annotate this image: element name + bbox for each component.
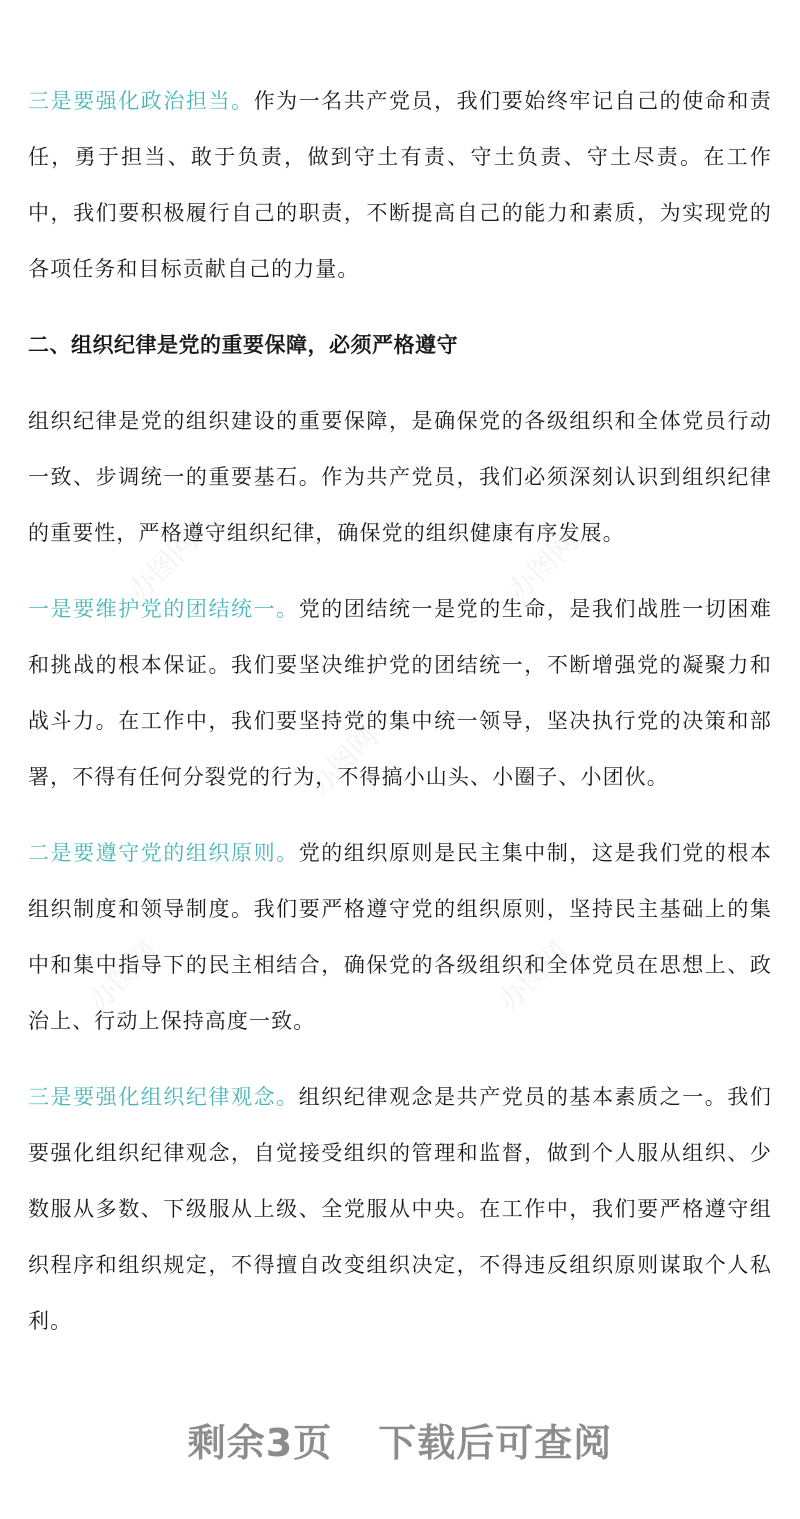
watermark-text: 办图网 bbox=[501, 524, 585, 608]
paragraph-lead: 三是要强化政治担当。 bbox=[28, 89, 254, 113]
paragraph bbox=[28, 581, 772, 805]
watermark-text: 办图网 bbox=[491, 934, 575, 1018]
paragraph-text: 组织纪律是党的组织建设的重要保障，是确保党的各级组织和全体党员行动一致、步调统一的重要基石。作为共产党员，我们必须深刻认识到组织纪律的重要性，严格遵守组织纪律，确保党的组织健康有序发展。 bbox=[28, 409, 772, 545]
watermark-text: 办图网 bbox=[301, 719, 385, 803]
paragraph bbox=[28, 73, 772, 297]
download-to-view-label: 下载后可查阅 bbox=[378, 1421, 613, 1465]
paragraph-text: 党的团结统一是党的生命，是我们战胜一切困难和挑战的根本保证。我们要坚决维护党的团结统一，不断增强党的凝聚力和战斗力。在工作中，我们要坚持党的集中统一领导，坚决执行党的决策和部署，不得有任何分裂党的行为，不得搞小山头、小圈子、小团伙。 bbox=[28, 597, 772, 789]
paragraph-text: 作为一名共产党员，我们要始终牢记自己的使命和责任，勇于担当、敢于负责，做到守土有责、守土负责、守土尽责。在工作中，我们要积极履行自己的职责，不断提高自己的能力和素质，为实现党的各项任务和目标贡献自己的力量。 bbox=[28, 89, 772, 281]
paragraph bbox=[28, 825, 772, 1049]
watermark-text: 办图网 bbox=[81, 934, 165, 1018]
watermark-text: 办图网 bbox=[121, 524, 205, 608]
paragraph-text: 党的组织原则是民主集中制，这是我们党的根本组织制度和领导制度。我们要严格遵守党的组织原则，坚持民主基础上的集中和集中指导下的民主相结合，确保党的各级组织和全体党员在思想上、政治上、行动上保持高度一致。 bbox=[28, 841, 772, 1033]
paragraph-lead: 二是要遵守党的组织原则。 bbox=[28, 841, 299, 865]
paragraph bbox=[28, 393, 772, 561]
paragraph-lead: 三是要强化组织纪律观念。 bbox=[28, 1085, 299, 1109]
remaining-pages-notice[interactable] bbox=[0, 1412, 800, 1467]
section-heading: 二、组织纪律是党的重要保障，必须严格遵守 bbox=[28, 333, 458, 357]
paragraph bbox=[28, 1069, 772, 1349]
paragraph-text: 组织纪律观念是共产党员的基本素质之一。我们要强化组织纪律观念，自觉接受组织的管理和监督，做到个人服从组织、少数服从多数、下级服从上级、全党服从中央。在工作中，我们要严格遵守组织程序和组织规定，不得擅自改变组织决定，不得违反组织原则谋取个人私利。 bbox=[28, 1085, 772, 1333]
paragraph-lead: 一是要维护党的团结统一。 bbox=[28, 597, 299, 621]
remaining-pages-label: 剩余3页 bbox=[187, 1421, 333, 1465]
